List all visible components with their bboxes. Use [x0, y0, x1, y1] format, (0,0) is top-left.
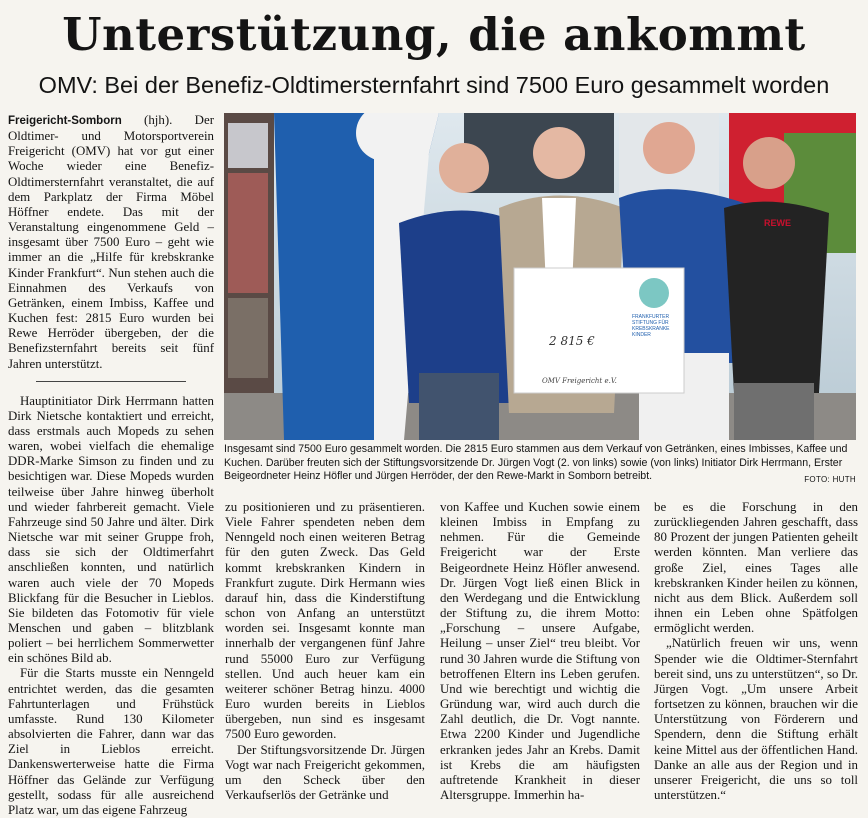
subheadline: OMV: Bei der Benefiz-Oldtimersternfahrt sind 7500 Euro gesammelt worden: [38, 72, 830, 98]
photo-illustration: [224, 113, 856, 440]
paragraph: zu positionieren und zu präsentieren. Viele Fahrer spendeten neben dem Nenngeld noch einen weiteren Betrag für den guten Zweck. Das Geld kommt krebskranken Kindern in Frankfurt zugute. Dirk Hermann wies darauf hin, dass die Kinderstiftung schon von Anfang an unterstützt worden sei. Insgesamt konnte man innerhalb der vergangenen fünf Jahre rund 55000 Euro zur Verfügung stellen. Und auch heuer kam ein weiterer schöner Betrag hinzu. 4000 Euro wurden bereits in Lieblos übergeben, nun sind es insgesamt 7500 Euro geworden.: [225, 500, 425, 742]
cheque-amount: 2 815 €: [549, 334, 595, 348]
column-1: [8, 113, 214, 818]
cheque-org-line1: FRANKFURTER: [632, 314, 670, 320]
column-3: [440, 500, 640, 803]
paragraph: „Natürlich freuen wir uns, wenn Spender wie die Oldtimer-Sternfahrt bereit sind, uns zu unterstützen“, so Dr. Jürgen Vogt. „Um unsere Arbeit fortsetzen zu können, brauchen wir die Unterstützung von Förderern und Spendern, denn die Stiftung erhält keine Mittel aus der öffentlichen Hand. Danke an alle aus der Region und in unserer Freigericht, die uns so toll unterstützen.“: [654, 636, 858, 802]
paragraph: Der Stiftungsvorsitzende Dr. Jürgen Vogt war nach Freigericht gekommen, um den Scheck über den Verkaufserlös der Getränke und: [225, 742, 425, 802]
caption-text: Insgesamt sind 7500 Euro gesammelt worden. Die 2815 Euro stammen aus dem Verkauf von Getränken, eines Imbisses, Kaffee und Kuchen. Darüber freuten sich der Stiftungsvorsitzende Dr. Jürgen Vogt (2. von links) sowie (von links) Initiator Dirk Herrmann, Erster Beigeordneter Heinz Höfler und Jürgen Herröder, der den Rewe-Markt in Somborn betreibt.: [224, 443, 848, 483]
cheque-signature: OMV Freigericht e.V.: [542, 377, 617, 385]
article-photo: [224, 113, 856, 440]
column-4: [654, 500, 858, 803]
cheque-org-line2: STIFTUNG FÜR: [632, 320, 669, 326]
paragraph: be es die Forschung in den zurückliegenden Jahren geschafft, dass 80 Prozent der jungen Patienten geheilt werden könnten. Man verliere das große Ziel, eines Tages alle krebskranken Kinder heilen zu können, nicht aus dem Blick. Außerdem soll ihnen ein Leben ohne Spätfolgen ermöglicht werden.: [654, 500, 858, 636]
headline: Unterstützung, die ankommt: [62, 8, 806, 61]
photo-credit: FOTO: HUTH: [804, 475, 856, 485]
lead-text: (hjh). Der Oldtimer- und Motorsportverein Freigericht (OMV) hat vor gut einer Woche wieder eine Benefiz-Oldtimersternfahrt veranstaltet, die auf dem Parkplatz der Firma Möbel Höffner endete. Das mit der Veranstaltung eingenommene Geld – insgesamt über 7500 Euro – geht wie immer an die „Hilfe für krebskranke Kinder Frankfurt“. Nun stehen auch die Einnahmen des Verkaufs von Getränken, einem Imbiss, Kaffee und Kuchen fest: 2815 Euro wurden bei Rewe Herröder übergeben, der die Benefizsternfahrt bereits seit fünf Jahren unterstützt.: [8, 113, 214, 371]
column-2: [225, 500, 425, 803]
paragraph: Hauptinitiator Dirk Herrmann hatten Dirk Nietsche kontaktiert und erreicht, dass erstmals auch Mopeds zu sehen waren, wobei vielfach die ehemalige DDR-Marke Simson zu finden und zu besichtigen war. Diese Mopeds wurden teilweise über Jahre hinweg überholt und wieder fahrbereit gemacht. Viele Fahrzeuge sind 50 Jahre und älter. Dirk Nietsche war mit seiner Gruppe froh, dass sie sich der Oldtimerfahrt anschließen konnten, und natürlich waren auch viele der 70 Mopeds Blickfang für die Besucher in Lieblos. Sie bildeten das Fotomotiv für viele Menschen und gaben – blitzblank poliert – bei herrlichem Sommerwetter ein schönes Bild ab.: [8, 393, 214, 666]
cheque-org-line4: KINDER: [632, 332, 651, 338]
paragraph: Für die Starts musste ein Nenngeld entrichtet werden, das die gesamten Fahrtunterlagen und Frühstück umfasste. Rund 130 Kilometer absolvierten die Fahrer, dann war das Ziel in Lieblos erreicht. Dankenswerterweise hatte die Firma Höffner das Gelände zur Verfügung gestellt, sodass für alle ausreichend Platz war, um das eigene Fahrzeug: [8, 666, 214, 817]
dateline: Freigericht-Somborn: [8, 115, 122, 127]
cheque-org-line3: KREBSKRANKE: [632, 326, 670, 332]
section-divider: [36, 381, 186, 382]
paragraph: von Kaffee und Kuchen sowie einem kleinen Imbiss in Empfang zu nehmen. Für die Gemeinde Freigericht war der Erste Beigeordnete Heinz Höfler anwesend. Dr. Jürgen Vogt ließ einen Blick in den Werdegang und die Entwicklung der Stiftung zu, die ihrem Motto: „Forschung – unsere Aufgabe, Heilung – unser Ziel“ treu bleibt. Vor rund 30 Jahren wurde die Stiftung von betroffenen Eltern ins Leben gerufen. Und wie berechtigt und wichtig die Gründung war, wird auch durch die Zahl deutlich, die Dr. Vogt nannte. Etwa 2200 Kinder und Jugendliche erkranken jedes Jahr an Krebs. Damit ist Krebs die am häufigsten auftretende Krankheit in dieser Altersgruppe. Immerhin ha-: [440, 500, 640, 802]
shirt-logo-text: REWE: [764, 218, 791, 228]
photo-caption: [224, 443, 856, 487]
lead-paragraph: [8, 113, 214, 372]
